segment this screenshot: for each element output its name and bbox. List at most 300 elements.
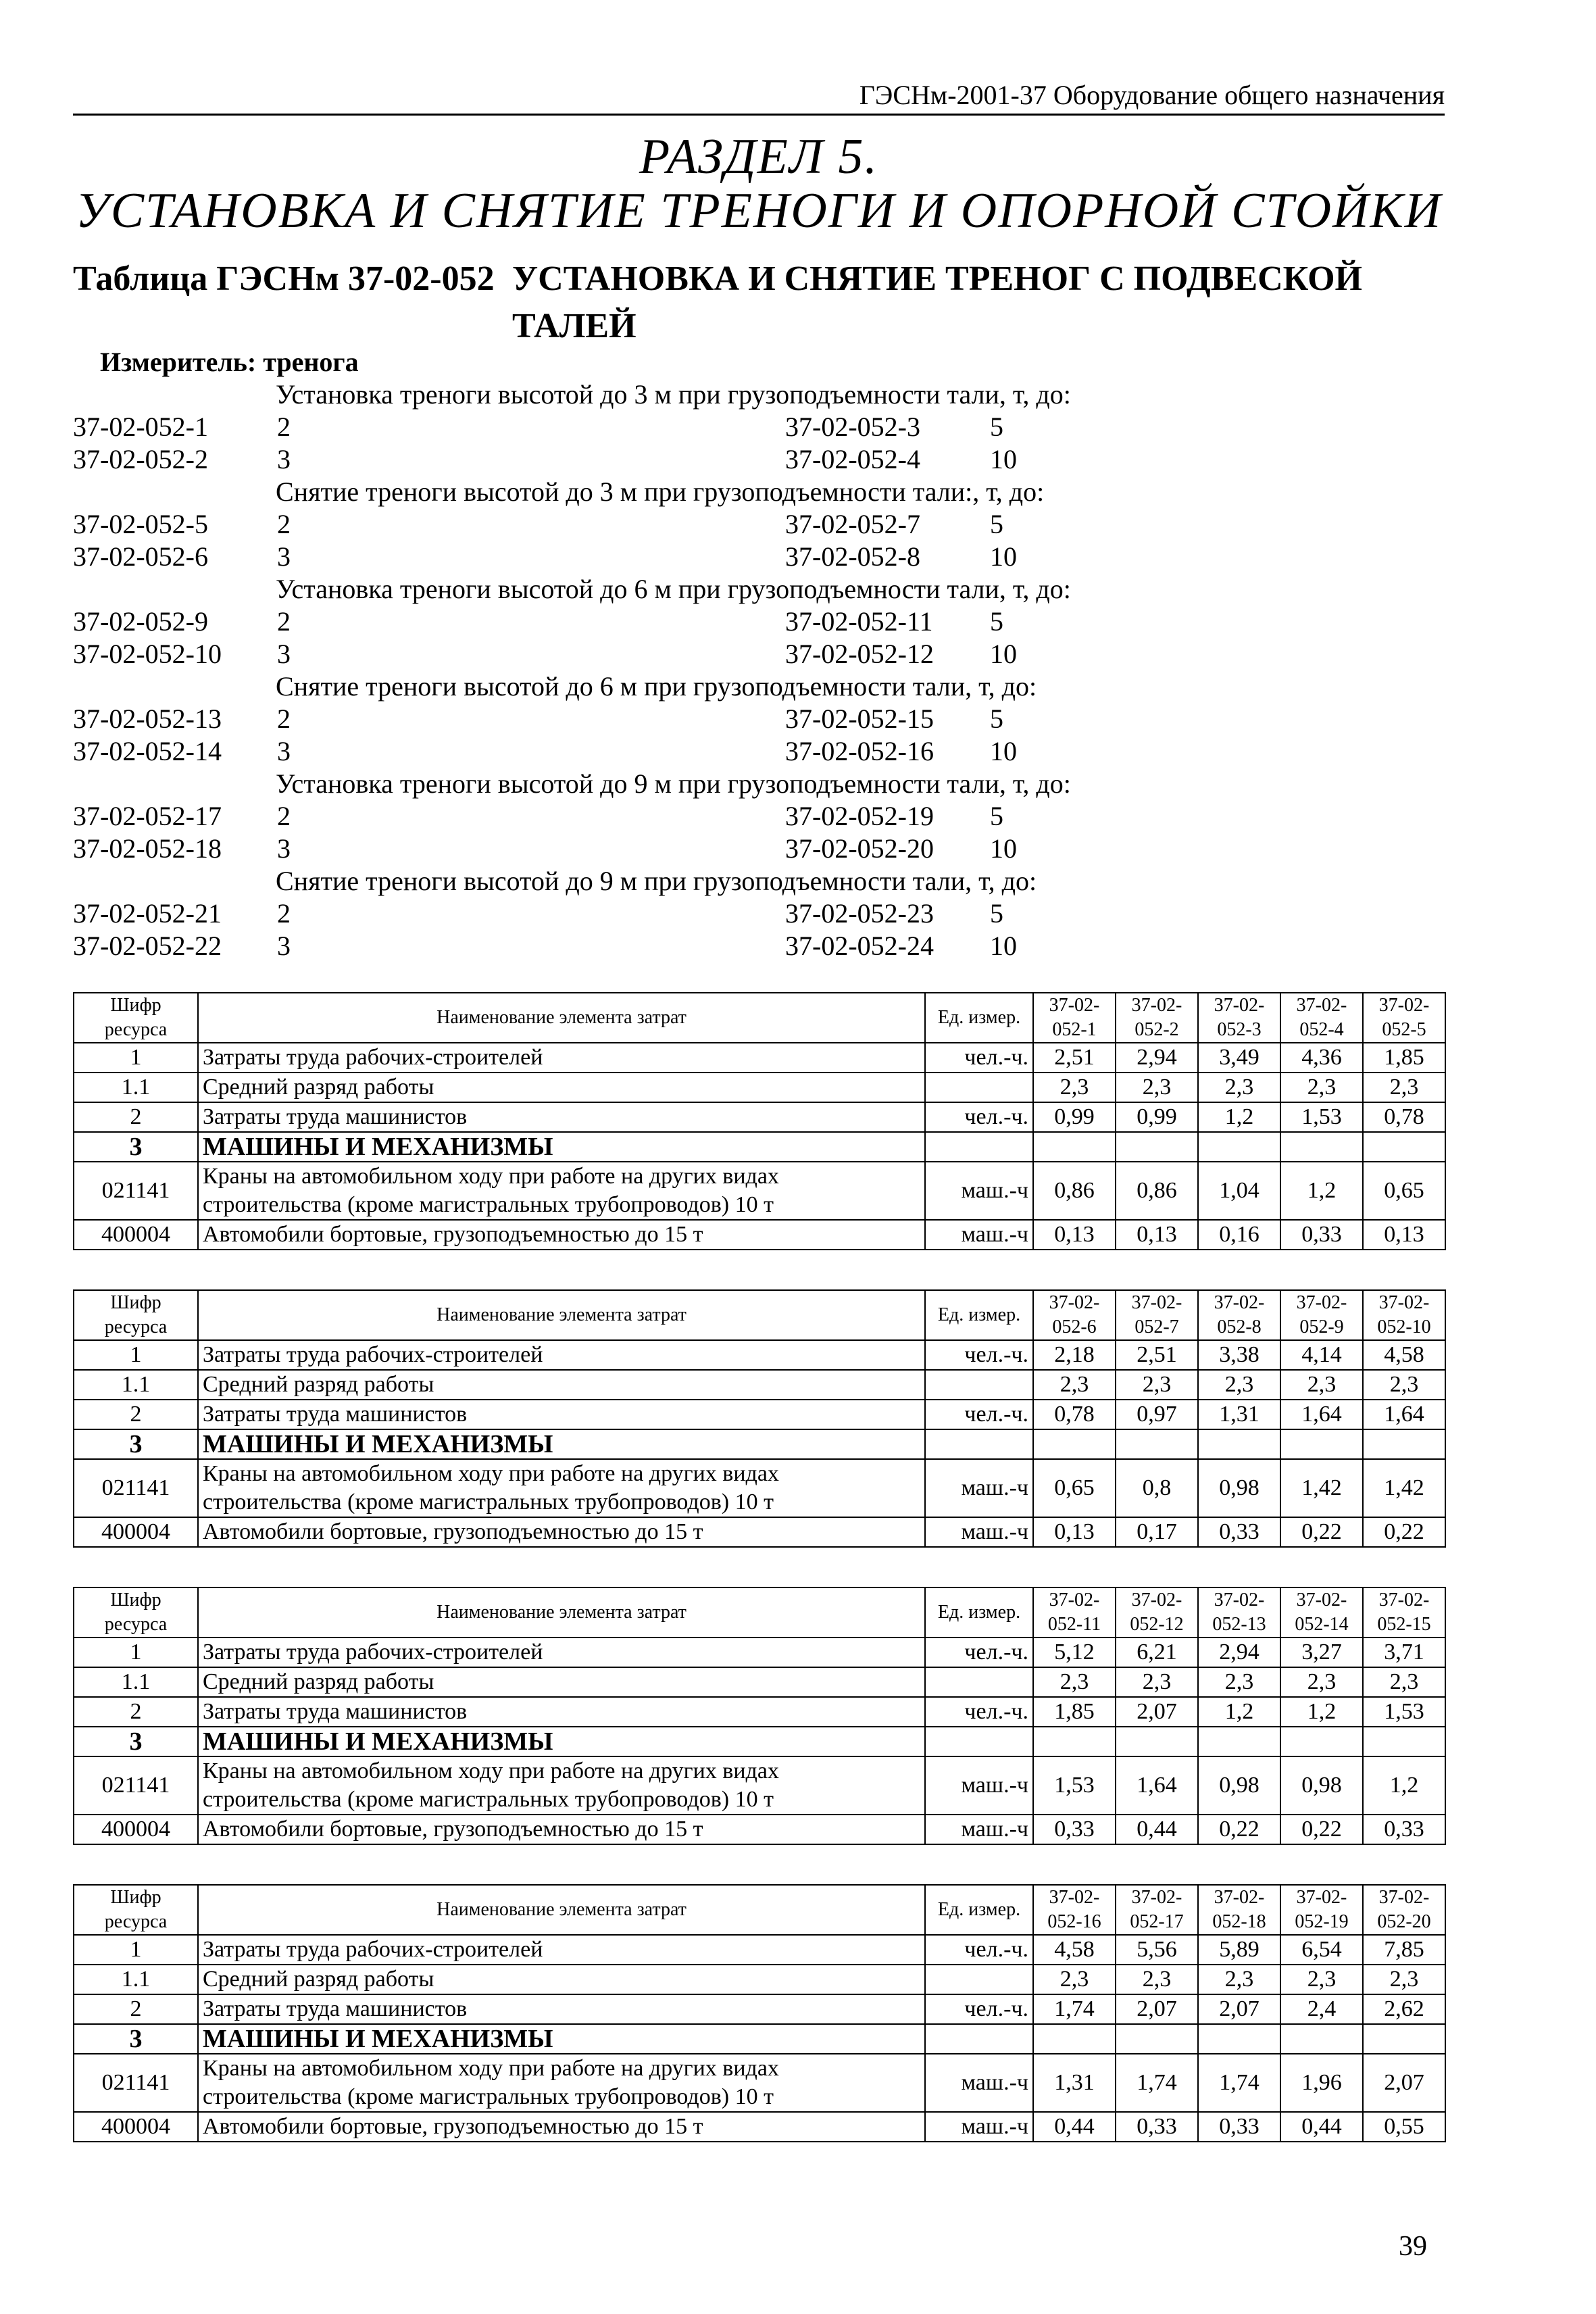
norm-code-line: 052-15 xyxy=(1377,1614,1431,1635)
empty-cell xyxy=(1033,1132,1116,1162)
section-name: МАШИНЫ И МЕХАНИЗМЫ xyxy=(198,2024,925,2054)
norm-value: 1,42 xyxy=(1280,1459,1363,1517)
resource-table xyxy=(73,992,1446,1250)
resource-code: 1 xyxy=(74,1638,198,1667)
unit-value xyxy=(925,1965,1033,1994)
cost-name xyxy=(198,1756,925,1815)
table-row xyxy=(74,1667,1445,1697)
norm-value: 2,07 xyxy=(1363,2054,1445,2112)
table-header-row xyxy=(74,1587,1445,1638)
spec-code: 37-02-052-4 xyxy=(785,444,920,474)
norm-value: 2,3 xyxy=(1363,1667,1445,1697)
norm-value: 0,8 xyxy=(1116,1459,1198,1517)
spec-code: 37-02-052-1 xyxy=(73,412,208,442)
resource-code: 3 xyxy=(74,1132,198,1162)
norm-value: 1,96 xyxy=(1280,2054,1363,2112)
norm-value: 1,2 xyxy=(1280,1162,1363,1220)
spec-row xyxy=(73,897,1181,930)
unit-value: чел.-ч. xyxy=(925,1102,1033,1132)
norm-value: 2,94 xyxy=(1116,1043,1198,1073)
table-row xyxy=(74,1102,1445,1132)
norm-code-line: 052-20 xyxy=(1377,1911,1431,1932)
spec-code: 37-02-052-10 xyxy=(73,639,222,669)
unit-header: Ед. измер. xyxy=(925,1587,1033,1638)
spec-code: 37-02-052-19 xyxy=(785,801,934,831)
unit-value: чел.-ч. xyxy=(925,1043,1033,1073)
norm-value: 2,3 xyxy=(1363,1965,1445,1994)
norm-value: 1,53 xyxy=(1363,1697,1445,1727)
norm-code-header xyxy=(1363,993,1445,1043)
cost-name: Средний разряд работы xyxy=(198,1965,925,1994)
norm-value: 2,62 xyxy=(1363,1994,1445,2024)
spec-heading: Снятие треноги высотой до 3 м при грузоподъемности тали:, т, до: xyxy=(276,476,1045,507)
norm-value: 2,07 xyxy=(1116,1697,1198,1727)
resource-code: 3 xyxy=(74,1727,198,1756)
norm-code-line: 052-3 xyxy=(1217,1019,1262,1040)
spec-capacity: 10 xyxy=(990,736,1017,766)
norm-code-line: 37-02- xyxy=(1214,995,1265,1016)
norm-code-line: 052-2 xyxy=(1134,1019,1179,1040)
spec-code: 37-02-052-17 xyxy=(73,801,222,831)
spec-code: 37-02-052-13 xyxy=(73,704,222,734)
empty-cell xyxy=(1198,1132,1280,1162)
spec-capacity: 10 xyxy=(990,444,1017,474)
empty-cell xyxy=(925,1132,1033,1162)
norm-code-line: 37-02- xyxy=(1296,1590,1347,1610)
norm-code-header xyxy=(1198,1885,1280,1935)
norm-code-header xyxy=(1280,1885,1363,1935)
resource-code: 2 xyxy=(74,1994,198,2024)
empty-cell xyxy=(1116,1429,1198,1459)
table-section-row xyxy=(74,2024,1445,2054)
table-row xyxy=(74,1220,1445,1250)
spec-code: 37-02-052-3 xyxy=(785,412,920,442)
cost-name-line: строительства (кроме магистральных трубопроводов) 10 т xyxy=(203,2084,774,2109)
spec-code: 37-02-052-24 xyxy=(785,931,934,961)
header-line: ресурса xyxy=(104,1911,168,1932)
table-row xyxy=(74,1638,1445,1667)
norm-value: 1,04 xyxy=(1198,1162,1280,1220)
norm-value: 0,55 xyxy=(1363,2112,1445,2142)
table-row xyxy=(74,1459,1445,1517)
norm-code-line: 052-18 xyxy=(1212,1911,1266,1932)
unit-header: Ед. измер. xyxy=(925,1885,1033,1935)
norm-value: 0,33 xyxy=(1033,1815,1116,1844)
table-header-row xyxy=(74,1885,1445,1935)
norm-value: 1,85 xyxy=(1033,1697,1116,1727)
resource-table xyxy=(73,1587,1446,1845)
resource-code-header xyxy=(74,1290,198,1340)
norm-code-line: 052-17 xyxy=(1130,1911,1184,1932)
unit-value: маш.-ч xyxy=(925,1517,1033,1547)
spec-capacity: 3 xyxy=(277,833,291,864)
unit-value: маш.-ч xyxy=(925,1220,1033,1250)
norm-code-line: 37-02- xyxy=(1049,1292,1100,1313)
norm-value: 0,33 xyxy=(1363,1815,1445,1844)
header-line: ресурса xyxy=(104,1614,168,1635)
norm-value: 2,3 xyxy=(1280,1073,1363,1102)
norm-value: 2,3 xyxy=(1116,1370,1198,1400)
spec-row xyxy=(73,411,1181,443)
spec-capacity: 5 xyxy=(990,704,1003,734)
norm-value: 0,13 xyxy=(1033,1220,1116,1250)
spec-capacity: 10 xyxy=(990,931,1017,961)
norm-code-line: 052-8 xyxy=(1217,1316,1262,1337)
norm-code-header xyxy=(1116,1587,1198,1638)
norm-value: 4,36 xyxy=(1280,1043,1363,1073)
norm-value: 2,3 xyxy=(1198,1073,1280,1102)
norm-code-header xyxy=(1198,1587,1280,1638)
norm-value: 1,53 xyxy=(1280,1102,1363,1132)
norm-code-line: 37-02- xyxy=(1296,1292,1347,1313)
spec-row xyxy=(73,638,1181,670)
norm-value: 2,4 xyxy=(1280,1994,1363,2024)
section-number: РАЗДЕЛ 5. xyxy=(639,129,878,184)
spec-capacity: 3 xyxy=(277,444,291,474)
header-line: Шифр xyxy=(110,995,161,1016)
spec-row xyxy=(73,800,1181,833)
table-row xyxy=(74,1517,1445,1547)
norm-code-line: 37-02- xyxy=(1296,1887,1347,1908)
norm-value: 0,22 xyxy=(1363,1517,1445,1547)
norm-value: 1,42 xyxy=(1363,1459,1445,1517)
norm-value: 6,54 xyxy=(1280,1935,1363,1965)
norm-value: 0,98 xyxy=(1198,1756,1280,1815)
resource-code-header xyxy=(74,1885,198,1935)
spec-capacity: 2 xyxy=(277,898,291,929)
resource-code: 3 xyxy=(74,2024,198,2054)
resource-code: 400004 xyxy=(74,1517,198,1547)
norm-value: 4,58 xyxy=(1033,1935,1116,1965)
section-name: МАШИНЫ И МЕХАНИЗМЫ xyxy=(198,1727,925,1756)
norm-value: 2,3 xyxy=(1198,1965,1280,1994)
norm-value: 0,22 xyxy=(1280,1517,1363,1547)
resource-code: 2 xyxy=(74,1697,198,1727)
empty-cell xyxy=(1033,1429,1116,1459)
table-header-row xyxy=(74,993,1445,1043)
norm-code-header xyxy=(1363,1885,1445,1935)
spec-code: 37-02-052-12 xyxy=(785,639,934,669)
header-line: Шифр xyxy=(110,1292,161,1313)
spec-row xyxy=(73,703,1181,735)
spec-capacity: 3 xyxy=(277,541,291,572)
resource-code: 1.1 xyxy=(74,1667,198,1697)
header-line: ресурса xyxy=(104,1019,168,1040)
norm-value: 3,71 xyxy=(1363,1638,1445,1667)
spec-code: 37-02-052-18 xyxy=(73,833,222,864)
table-row xyxy=(74,1935,1445,1965)
spec-capacity: 3 xyxy=(277,736,291,766)
work-spec-list xyxy=(73,378,1181,962)
cost-name-line: строительства (кроме магистральных трубопроводов) 10 т xyxy=(203,1192,774,1217)
resource-code: 021141 xyxy=(74,1162,198,1220)
norm-code-line: 37-02- xyxy=(1049,1887,1100,1908)
unit-value xyxy=(925,1667,1033,1697)
norm-code-line: 37-02- xyxy=(1131,995,1182,1016)
norm-value: 2,3 xyxy=(1116,1667,1198,1697)
table-section-row xyxy=(74,1429,1445,1459)
spec-capacity: 2 xyxy=(277,801,291,831)
norm-value: 0,44 xyxy=(1280,2112,1363,2142)
table-section-row xyxy=(74,1132,1445,1162)
section-title: УСТАНОВКА И СНЯТИЕ ТРЕНОГИ И ОПОРНОЙ СТОЙКИ xyxy=(75,183,1443,239)
norm-code-header xyxy=(1116,1290,1198,1340)
norm-code-line: 052-16 xyxy=(1047,1911,1101,1932)
norm-value: 2,3 xyxy=(1198,1667,1280,1697)
resource-code-header xyxy=(74,1587,198,1638)
spec-capacity: 5 xyxy=(990,801,1003,831)
spec-heading: Снятие треноги высотой до 6 м при грузоподъемности тали, т, до: xyxy=(276,671,1037,701)
table-row xyxy=(74,1162,1445,1220)
resource-table xyxy=(73,1289,1446,1548)
spec-row xyxy=(73,833,1181,865)
norm-value: 1,31 xyxy=(1198,1400,1280,1429)
norm-value: 0,17 xyxy=(1116,1517,1198,1547)
norm-value: 1,64 xyxy=(1280,1400,1363,1429)
cost-name: Средний разряд работы xyxy=(198,1370,925,1400)
spec-code: 37-02-052-16 xyxy=(785,736,934,766)
norm-code-line: 052-10 xyxy=(1377,1316,1431,1337)
running-header: ГЭСНм-2001-37 Оборудование общего назначения xyxy=(73,80,1445,116)
norm-value: 1,2 xyxy=(1198,1697,1280,1727)
norm-value: 0,33 xyxy=(1198,1517,1280,1547)
norm-code-header xyxy=(1033,1885,1116,1935)
norm-value: 1,64 xyxy=(1116,1756,1198,1815)
norm-value: 2,3 xyxy=(1116,1073,1198,1102)
cost-name: Затраты труда рабочих-строителей xyxy=(198,1043,925,1073)
unit-value: чел.-ч. xyxy=(925,1994,1033,2024)
cost-name-header: Наименование элемента затрат xyxy=(198,1885,925,1935)
spec-capacity: 2 xyxy=(277,704,291,734)
unit-value: маш.-ч xyxy=(925,1756,1033,1815)
resource-code: 400004 xyxy=(74,1815,198,1844)
spec-row xyxy=(73,606,1181,638)
spec-heading: Установка треноги высотой до 3 м при грузоподъемности тали, т, до: xyxy=(276,379,1071,410)
norm-value: 0,65 xyxy=(1363,1162,1445,1220)
norm-code-line: 052-14 xyxy=(1295,1614,1349,1635)
table-row xyxy=(74,1340,1445,1370)
cost-name: Автомобили бортовые, грузоподъемностью до 15 т xyxy=(198,1220,925,1250)
spec-code: 37-02-052-9 xyxy=(73,606,208,637)
norm-value: 2,3 xyxy=(1280,1965,1363,1994)
cost-name: Затраты труда машинистов xyxy=(198,1102,925,1132)
norm-code-header xyxy=(1116,1885,1198,1935)
norm-value: 2,3 xyxy=(1280,1370,1363,1400)
norm-code-line: 37-02- xyxy=(1214,1590,1265,1610)
norm-code-line: 052-13 xyxy=(1212,1614,1266,1635)
cost-name: Затраты труда рабочих-строителей xyxy=(198,1935,925,1965)
unit-value: маш.-ч xyxy=(925,2112,1033,2142)
resource-code: 021141 xyxy=(74,1459,198,1517)
norm-value: 6,21 xyxy=(1116,1638,1198,1667)
table-title: УСТАНОВКА И СНЯТИЕ ТРЕНОГ С ПОДВЕСКОЙ ТАЛЕЙ xyxy=(512,260,1362,345)
norm-value: 0,78 xyxy=(1033,1400,1116,1429)
header-line: Шифр xyxy=(110,1590,161,1610)
resource-code: 1.1 xyxy=(74,1073,198,1102)
norm-value: 2,94 xyxy=(1198,1638,1280,1667)
cost-name-header: Наименование элемента затрат xyxy=(198,1587,925,1638)
norm-code-line: 052-6 xyxy=(1052,1316,1097,1337)
cost-name-line: Краны на автомобильном ходу при работе на других видах xyxy=(203,1164,779,1189)
empty-cell xyxy=(1116,1132,1198,1162)
empty-cell xyxy=(1280,1132,1363,1162)
norm-code-line: 052-11 xyxy=(1047,1614,1101,1635)
resource-table xyxy=(73,1884,1446,2142)
empty-cell xyxy=(1033,2024,1116,2054)
norm-code-line: 37-02- xyxy=(1214,1292,1265,1313)
cost-name-header: Наименование элемента затрат xyxy=(198,1290,925,1340)
norm-code-line: 37-02- xyxy=(1131,1292,1182,1313)
cost-name: Средний разряд работы xyxy=(198,1073,925,1102)
empty-cell xyxy=(925,2024,1033,2054)
norm-code-line: 052-7 xyxy=(1134,1316,1179,1337)
empty-cell xyxy=(1116,2024,1198,2054)
unit-value: чел.-ч. xyxy=(925,1935,1033,1965)
spec-code: 37-02-052-22 xyxy=(73,931,222,961)
spec-capacity: 2 xyxy=(277,606,291,637)
cost-name xyxy=(198,1162,925,1220)
norm-code-line: 37-02- xyxy=(1378,995,1430,1016)
norm-value: 7,85 xyxy=(1363,1935,1445,1965)
norm-value: 0,22 xyxy=(1198,1815,1280,1844)
norm-code-line: 37-02- xyxy=(1378,1887,1430,1908)
norm-code-line: 37-02- xyxy=(1214,1887,1265,1908)
norm-code-header xyxy=(1033,1587,1116,1638)
norm-value: 0,16 xyxy=(1198,1220,1280,1250)
section-name: МАШИНЫ И МЕХАНИЗМЫ xyxy=(198,1429,925,1459)
norm-code-header xyxy=(1280,1290,1363,1340)
resource-code: 021141 xyxy=(74,1756,198,1815)
spec-capacity: 10 xyxy=(990,541,1017,572)
cost-name-line: Краны на автомобильном ходу при работе на других видах xyxy=(203,1758,779,1783)
cost-name-line: строительства (кроме магистральных трубопроводов) 10 т xyxy=(203,1490,774,1515)
norm-value: 1,74 xyxy=(1033,1994,1116,2024)
resource-code: 400004 xyxy=(74,1220,198,1250)
unit-value: чел.-ч. xyxy=(925,1400,1033,1429)
norm-value: 0,98 xyxy=(1280,1756,1363,1815)
cost-name xyxy=(198,2054,925,2112)
resource-code: 2 xyxy=(74,1400,198,1429)
resource-code: 1.1 xyxy=(74,1370,198,1400)
resource-code: 1 xyxy=(74,1340,198,1370)
norm-value: 0,13 xyxy=(1116,1220,1198,1250)
unit-header: Ед. измер. xyxy=(925,1290,1033,1340)
norm-value: 2,51 xyxy=(1033,1043,1116,1073)
norm-value: 0,33 xyxy=(1198,2112,1280,2142)
table-header-row xyxy=(74,1290,1445,1340)
norm-value: 0,78 xyxy=(1363,1102,1445,1132)
spec-capacity: 5 xyxy=(990,898,1003,929)
unit-value: маш.-ч xyxy=(925,1162,1033,1220)
norm-value: 1,64 xyxy=(1363,1400,1445,1429)
empty-cell xyxy=(1198,1429,1280,1459)
table-row xyxy=(74,1994,1445,2024)
norm-code-line: 37-02- xyxy=(1131,1590,1182,1610)
norm-value: 2,3 xyxy=(1280,1667,1363,1697)
spec-code: 37-02-052-8 xyxy=(785,541,920,572)
norm-value: 1,31 xyxy=(1033,2054,1116,2112)
spec-row xyxy=(73,735,1181,768)
norm-value: 0,98 xyxy=(1198,1459,1280,1517)
norm-code-header xyxy=(1198,1290,1280,1340)
spec-capacity: 10 xyxy=(990,639,1017,669)
empty-cell xyxy=(1280,1429,1363,1459)
norm-value: 2,3 xyxy=(1033,1073,1116,1102)
cost-name: Затраты труда машинистов xyxy=(198,1994,925,2024)
norm-value: 0,44 xyxy=(1033,2112,1116,2142)
norm-value: 1,2 xyxy=(1280,1697,1363,1727)
norm-value: 2,07 xyxy=(1198,1994,1280,2024)
norm-value: 1,85 xyxy=(1363,1043,1445,1073)
norm-value: 0,22 xyxy=(1280,1815,1363,1844)
cost-name: Затраты труда машинистов xyxy=(198,1400,925,1429)
resource-code: 1.1 xyxy=(74,1965,198,1994)
norm-value: 2,3 xyxy=(1363,1073,1445,1102)
header-line: ресурса xyxy=(104,1316,168,1337)
page-number: 39 xyxy=(1399,2231,1427,2262)
unit-value: чел.-ч. xyxy=(925,1697,1033,1727)
cost-name: Автомобили бортовые, грузоподъемностью до 15 т xyxy=(198,2112,925,2142)
cost-name: Автомобили бортовые, грузоподъемностью до 15 т xyxy=(198,1815,925,1844)
norm-value: 0,13 xyxy=(1033,1517,1116,1547)
norm-value: 4,58 xyxy=(1363,1340,1445,1370)
norm-code-header xyxy=(1198,993,1280,1043)
spec-code: 37-02-052-5 xyxy=(73,509,208,539)
spec-code: 37-02-052-23 xyxy=(785,898,934,929)
spec-code: 37-02-052-15 xyxy=(785,704,934,734)
cost-name-line: Краны на автомобильном ходу при работе на других видах xyxy=(203,1461,779,1486)
resource-code-header xyxy=(74,993,198,1043)
norm-value: 5,12 xyxy=(1033,1638,1116,1667)
table-row xyxy=(74,1400,1445,1429)
spec-row xyxy=(73,930,1181,962)
unit-header: Ед. измер. xyxy=(925,993,1033,1043)
norm-value: 0,44 xyxy=(1116,1815,1198,1844)
spec-code: 37-02-052-2 xyxy=(73,444,208,474)
empty-cell xyxy=(1280,1727,1363,1756)
norm-value: 1,53 xyxy=(1033,1756,1116,1815)
norm-code-line: 37-02- xyxy=(1131,1887,1182,1908)
spec-code: 37-02-052-14 xyxy=(73,736,222,766)
norm-value: 3,27 xyxy=(1280,1638,1363,1667)
norm-value: 1,74 xyxy=(1198,2054,1280,2112)
empty-cell xyxy=(925,1727,1033,1756)
empty-cell xyxy=(1363,1727,1445,1756)
empty-cell xyxy=(1116,1727,1198,1756)
empty-cell xyxy=(1363,1132,1445,1162)
norm-value: 0,99 xyxy=(1033,1102,1116,1132)
norm-value: 2,3 xyxy=(1033,1667,1116,1697)
norm-value: 5,89 xyxy=(1198,1935,1280,1965)
empty-cell xyxy=(1033,1727,1116,1756)
spec-capacity: 5 xyxy=(990,412,1003,442)
norm-code-line: 37-02- xyxy=(1378,1292,1430,1313)
norm-code-header xyxy=(1363,1587,1445,1638)
unit-value xyxy=(925,1073,1033,1102)
spec-capacity: 5 xyxy=(990,606,1003,637)
resource-code: 3 xyxy=(74,1429,198,1459)
spec-heading: Снятие треноги высотой до 9 м при грузоподъемности тали, т, до: xyxy=(276,866,1037,896)
spec-capacity: 3 xyxy=(277,931,291,961)
norm-code-header xyxy=(1116,993,1198,1043)
table-row xyxy=(74,1073,1445,1102)
norm-code-header xyxy=(1033,993,1116,1043)
table-row xyxy=(74,1043,1445,1073)
norm-value: 0,65 xyxy=(1033,1459,1116,1517)
norm-value: 0,33 xyxy=(1116,2112,1198,2142)
cost-name: Средний разряд работы xyxy=(198,1667,925,1697)
spec-code: 37-02-052-7 xyxy=(785,509,920,539)
